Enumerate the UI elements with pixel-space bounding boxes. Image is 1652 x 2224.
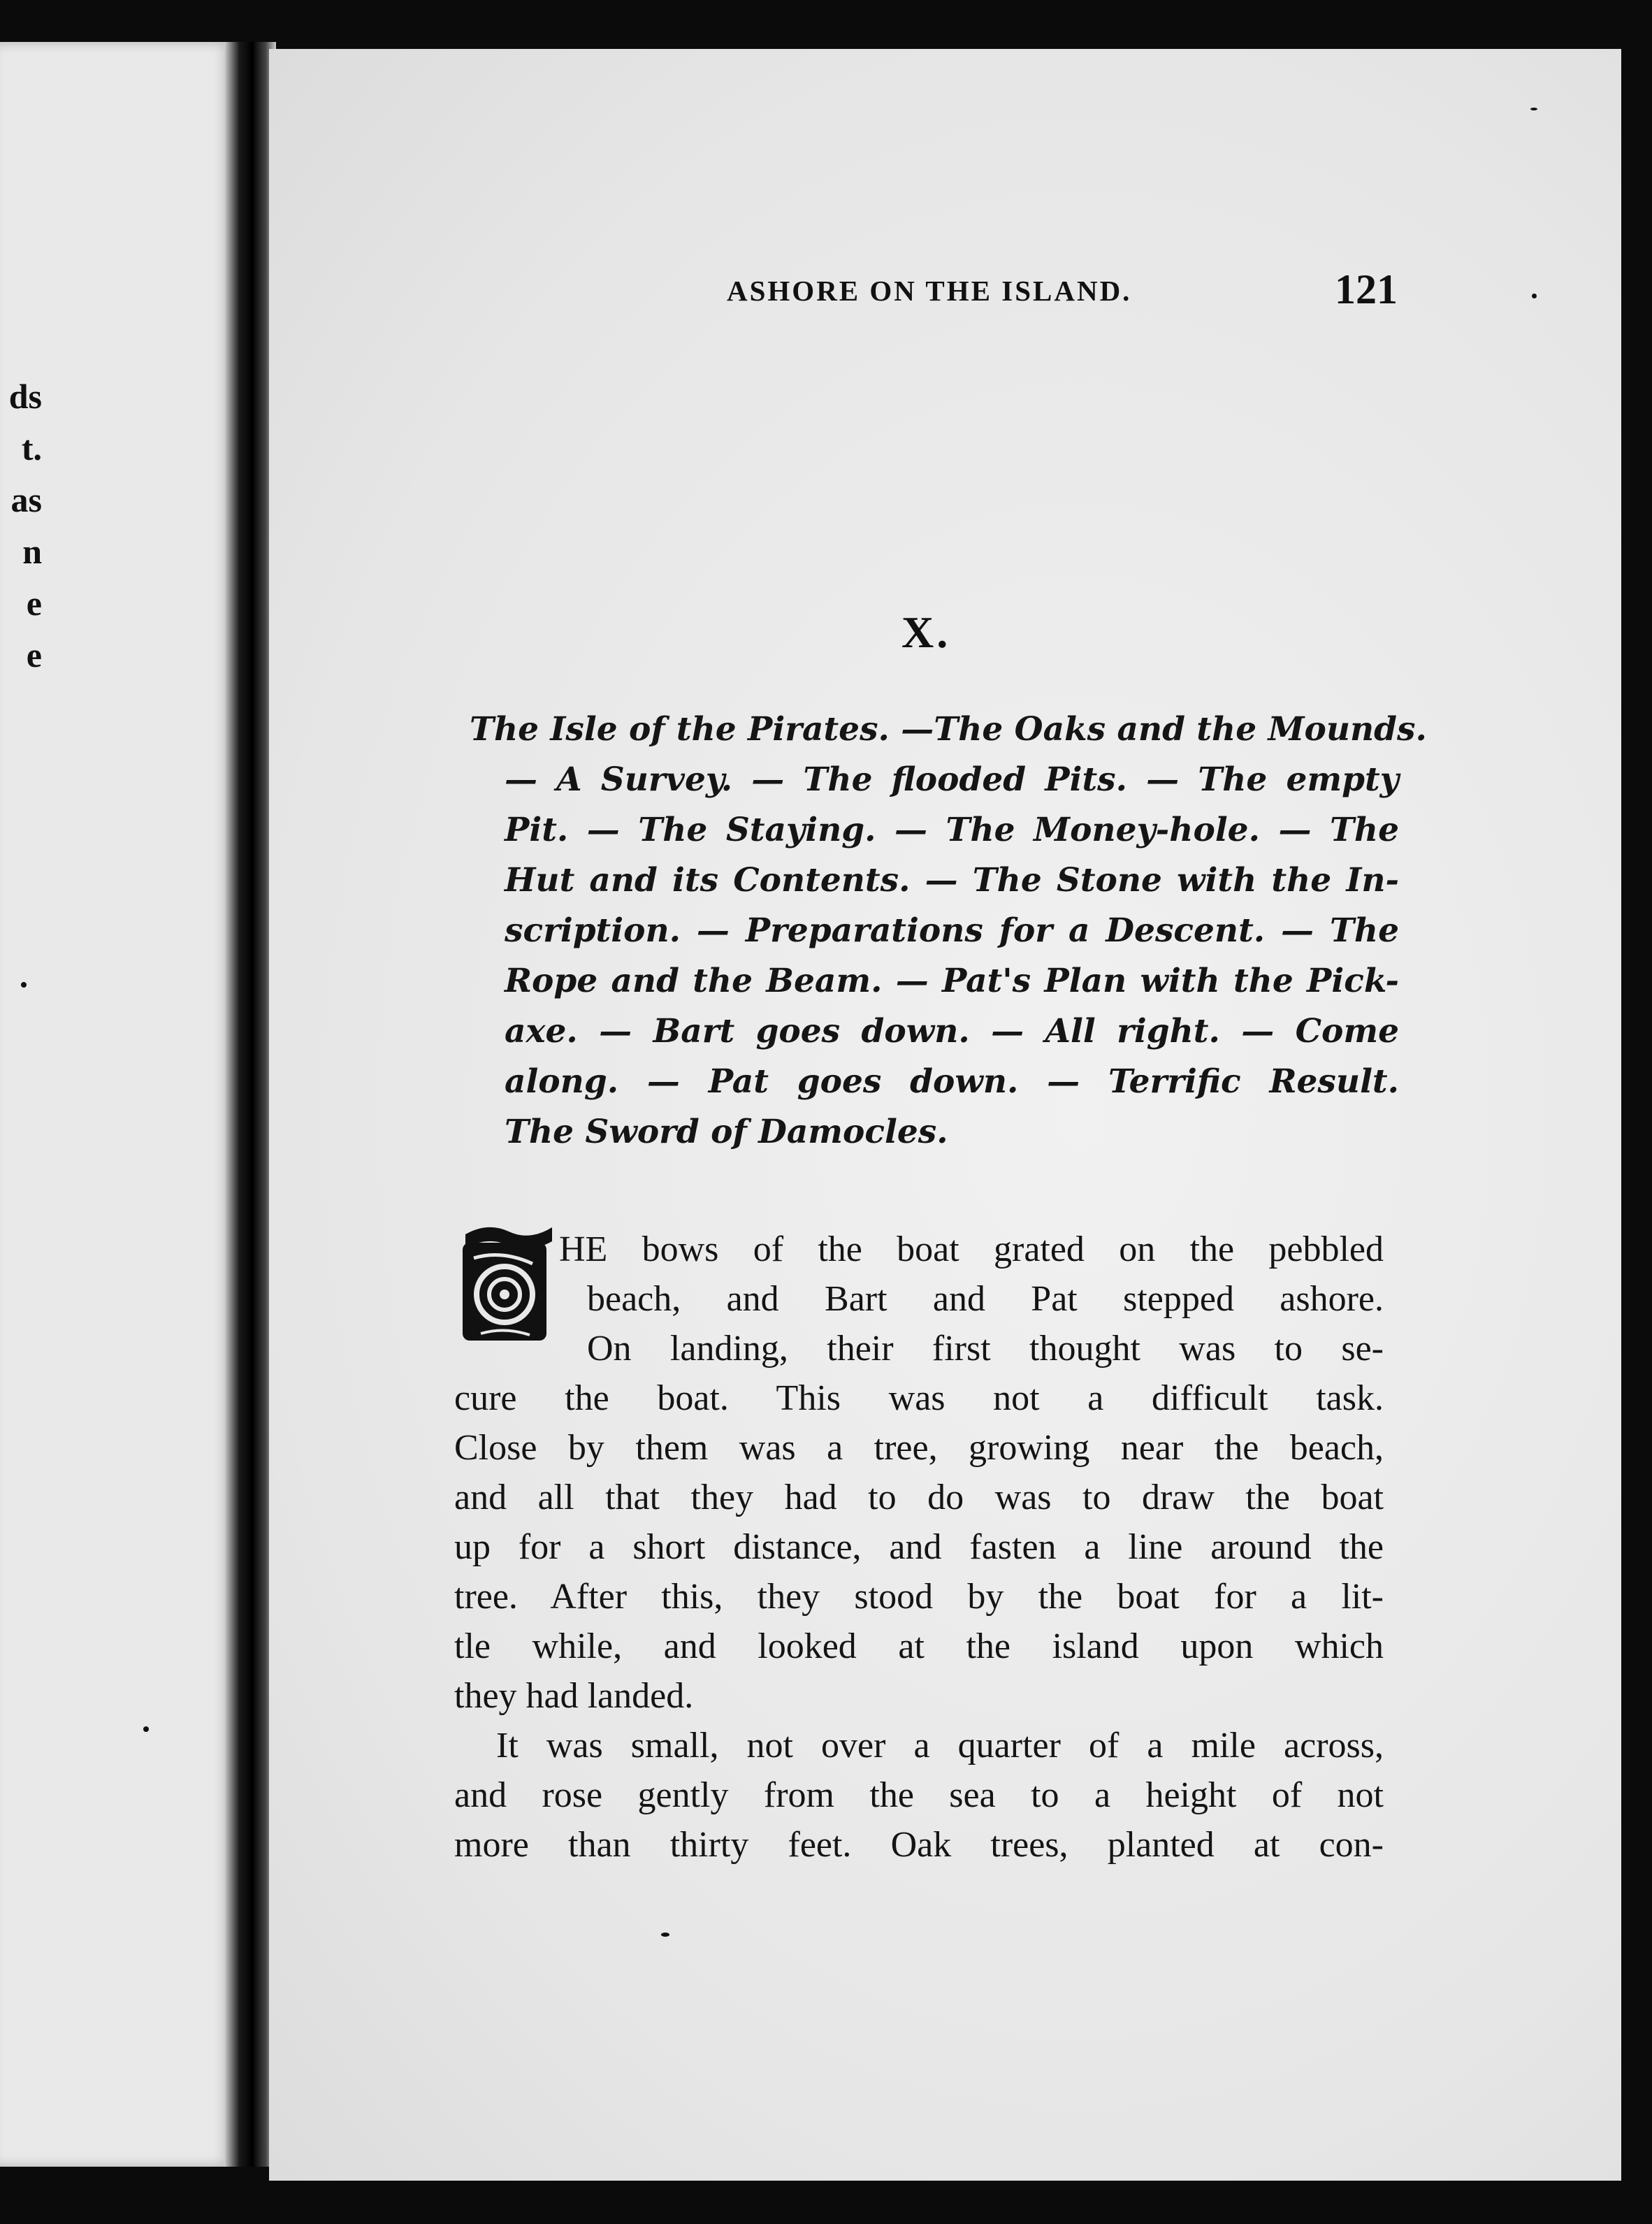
left-page-edge-text xyxy=(0,370,42,681)
body-line: they had landed. xyxy=(454,1676,694,1716)
edge-fragment: e xyxy=(26,635,42,674)
synopsis-line: Hut and its Contents. — The Stone with the In- xyxy=(505,861,1399,900)
body-line: HE bows of the boat grated on the pebbled xyxy=(559,1229,1384,1269)
body-line: and all that they had to do was to draw the boat xyxy=(454,1478,1384,1517)
chapter-synopsis xyxy=(470,705,1427,1157)
running-head: ASHORE ON THE ISLAND. xyxy=(727,275,1132,307)
edge-fragment: t. xyxy=(21,428,42,468)
body-line: It was small, not over a quarter of a mile across, xyxy=(496,1726,1384,1766)
edge-fragment: n xyxy=(22,532,42,571)
ink-speck xyxy=(21,982,27,988)
edge-fragment: as xyxy=(10,480,42,519)
synopsis-line: Pit. — The Staying. — The Money-hole. — The xyxy=(505,811,1399,849)
body-text xyxy=(454,1225,1384,1870)
page-number: 121 xyxy=(1335,266,1398,312)
body-line: more than thirty feet. Oak trees, planted at con- xyxy=(454,1825,1384,1865)
synopsis-line: along. — Pat goes down. — Terrific Result. xyxy=(505,1062,1399,1101)
ink-speck xyxy=(661,1933,669,1937)
synopsis-line: The Isle of the Pirates. —The Oaks and the Mounds. xyxy=(470,710,1427,749)
body-line: tree. After this, they stood by the boat for a lit- xyxy=(454,1577,1384,1617)
body-line: On landing, their first thought was to se- xyxy=(587,1329,1384,1369)
chapter-number: X. xyxy=(901,607,951,657)
edge-fragment: e xyxy=(26,584,42,623)
book-gutter xyxy=(224,42,276,2167)
synopsis-line: The Sword of Damocles. xyxy=(505,1113,948,1151)
synopsis-line: — A Survey. — The flooded Pits. — The empty xyxy=(505,760,1399,799)
body-line: Close by them was a tree, growing near the beach, xyxy=(454,1428,1384,1468)
body-line: and rose gently from the sea to a height of not xyxy=(454,1775,1384,1815)
synopsis-line: axe. — Bart goes down. — All right. — Come xyxy=(505,1012,1399,1050)
edge-fragment: ds xyxy=(8,377,42,416)
body-line: cure the boat. This was not a difficult task. xyxy=(454,1378,1384,1418)
synopsis-line: Rope and the Beam. — Pat's Plan with the Pick- xyxy=(505,962,1399,1000)
body-line: up for a short distance, and fasten a line around the xyxy=(454,1527,1384,1567)
body-line: beach, and Bart and Pat stepped ashore. xyxy=(587,1279,1384,1319)
ink-speck xyxy=(1532,294,1537,298)
body-line: tle while, and looked at the island upon which xyxy=(454,1626,1384,1666)
left-page xyxy=(0,42,234,2167)
synopsis-line: scription. — Preparations for a Descent. — The xyxy=(505,911,1399,950)
ink-speck xyxy=(1530,108,1537,110)
ink-speck xyxy=(143,1726,149,1732)
